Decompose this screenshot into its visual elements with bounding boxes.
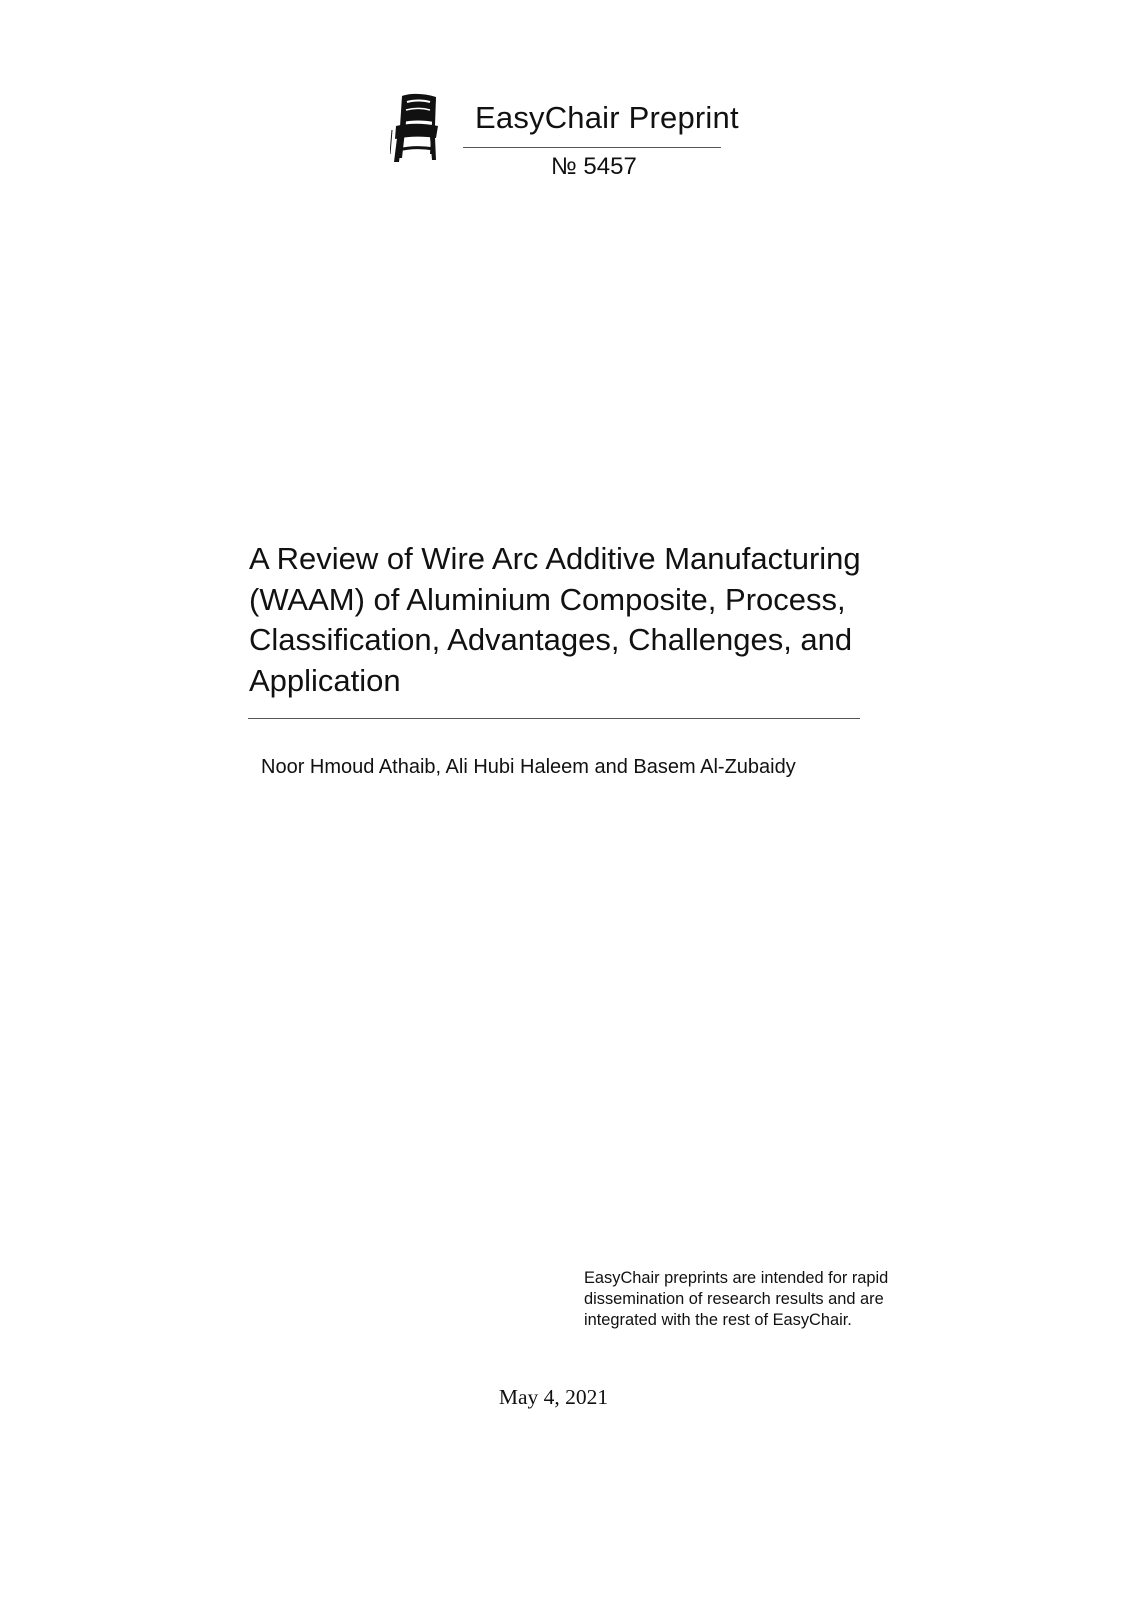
brand-title: EasyChair Preprint: [475, 100, 739, 135]
preprint-number: № 5457: [551, 153, 637, 180]
paper-title: A Review of Wire Arc Additive Manufacturing (WAAM) of Aluminium Composite, Process, Classification, Advantages, Challenges, and Application: [249, 541, 861, 698]
disclaimer-line: dissemination of research results and are: [584, 1290, 884, 1308]
disclaimer-line: integrated with the rest of EasyChair.: [584, 1311, 852, 1329]
author-list: Noor Hmoud Athaib, Ali Hubi Haleem and Basem Al-Zubaidy: [261, 756, 796, 778]
brand-divider: [463, 147, 721, 148]
title-divider: [248, 718, 860, 719]
easychair-logo-icon: [390, 92, 442, 164]
preprint-disclaimer: [584, 1268, 944, 1331]
publication-date: May 4, 2021: [498, 1385, 609, 1409]
disclaimer-line: EasyChair preprints are intended for rapid: [584, 1269, 889, 1287]
